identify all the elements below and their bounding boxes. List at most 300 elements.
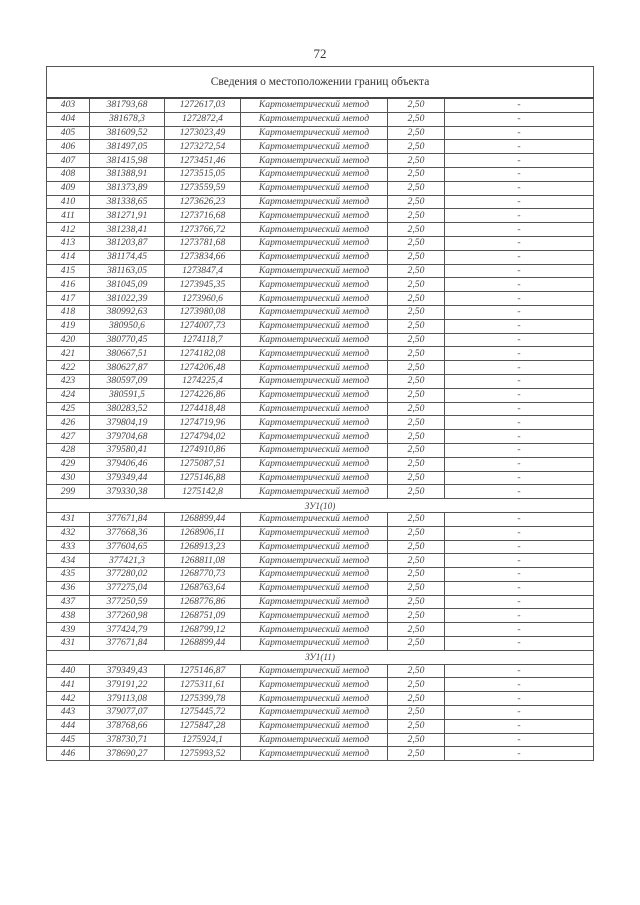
table-title-row	[47, 67, 594, 99]
accuracy-cell: 2,50	[388, 333, 445, 347]
method-cell: Картометрический метод	[241, 388, 388, 402]
y-coordinate: 1273766,72	[165, 223, 241, 237]
note-cell: -	[445, 416, 594, 430]
x-coordinate: 377260,98	[90, 609, 165, 623]
y-coordinate: 1268776,86	[165, 595, 241, 609]
accuracy-cell: 2,50	[388, 167, 445, 181]
note-cell: -	[445, 374, 594, 388]
x-coordinate: 381678,3	[90, 112, 165, 126]
table-row	[47, 195, 594, 209]
y-coordinate: 1272617,03	[165, 98, 241, 112]
table-row	[47, 278, 594, 292]
accuracy-cell: 2,50	[388, 457, 445, 471]
note-cell: -	[445, 443, 594, 457]
method-cell: Картометрический метод	[241, 264, 388, 278]
y-coordinate: 1268770,73	[165, 568, 241, 582]
point-number: 438	[47, 609, 90, 623]
page-number: 72	[313, 46, 327, 61]
method-cell: Картометрический метод	[241, 512, 388, 526]
method-cell: Картометрический метод	[241, 126, 388, 140]
method-cell: Картометрический метод	[241, 595, 388, 609]
point-number: 299	[47, 485, 90, 499]
method-cell: Картометрический метод	[241, 292, 388, 306]
method-cell: Картометрический метод	[241, 540, 388, 554]
y-coordinate: 1268751,09	[165, 609, 241, 623]
note-cell: -	[445, 319, 594, 333]
x-coordinate: 379330,38	[90, 485, 165, 499]
table-row	[47, 568, 594, 582]
method-cell: Картометрический метод	[241, 678, 388, 692]
point-number: 446	[47, 747, 90, 761]
x-coordinate: 381163,05	[90, 264, 165, 278]
accuracy-cell: 2,50	[388, 126, 445, 140]
y-coordinate: 1268899,44	[165, 637, 241, 651]
method-cell: Картометрический метод	[241, 623, 388, 637]
accuracy-cell: 2,50	[388, 512, 445, 526]
note-cell: -	[445, 609, 594, 623]
method-cell: Картометрический метод	[241, 333, 388, 347]
y-coordinate: 1274794,02	[165, 430, 241, 444]
table-row	[47, 416, 594, 430]
table-row	[47, 264, 594, 278]
note-cell: -	[445, 140, 594, 154]
section-row	[47, 499, 594, 513]
x-coordinate: 381415,98	[90, 154, 165, 168]
accuracy-cell: 2,50	[388, 430, 445, 444]
point-number: 410	[47, 195, 90, 209]
table-row	[47, 595, 594, 609]
y-coordinate: 1273626,23	[165, 195, 241, 209]
point-number: 424	[47, 388, 90, 402]
point-number: 442	[47, 692, 90, 706]
y-coordinate: 1274418,48	[165, 402, 241, 416]
note-cell: -	[445, 554, 594, 568]
note-cell: -	[445, 568, 594, 582]
x-coordinate: 380597,09	[90, 374, 165, 388]
note-cell: -	[445, 637, 594, 651]
accuracy-cell: 2,50	[388, 236, 445, 250]
x-coordinate: 381497,05	[90, 140, 165, 154]
x-coordinate: 377668,36	[90, 526, 165, 540]
table-row	[47, 581, 594, 595]
method-cell: Картометрический метод	[241, 609, 388, 623]
note-cell: -	[445, 223, 594, 237]
note-cell: -	[445, 181, 594, 195]
x-coordinate: 381793,68	[90, 98, 165, 112]
point-number: 417	[47, 292, 90, 306]
point-number: 416	[47, 278, 90, 292]
point-number: 432	[47, 526, 90, 540]
y-coordinate: 1273272,54	[165, 140, 241, 154]
y-coordinate: 1268811,08	[165, 554, 241, 568]
table-row	[47, 112, 594, 126]
accuracy-cell: 2,50	[388, 664, 445, 678]
x-coordinate: 377604,65	[90, 540, 165, 554]
note-cell: -	[445, 112, 594, 126]
accuracy-cell: 2,50	[388, 402, 445, 416]
accuracy-cell: 2,50	[388, 347, 445, 361]
accuracy-cell: 2,50	[388, 540, 445, 554]
section-label: ЗУ1(10)	[47, 499, 594, 513]
point-number: 421	[47, 347, 90, 361]
y-coordinate: 1275993,52	[165, 747, 241, 761]
table-row	[47, 526, 594, 540]
point-number: 443	[47, 706, 90, 720]
y-coordinate: 1268899,44	[165, 512, 241, 526]
point-number: 409	[47, 181, 90, 195]
method-cell: Картометрический метод	[241, 98, 388, 112]
accuracy-cell: 2,50	[388, 154, 445, 168]
x-coordinate: 377421,3	[90, 554, 165, 568]
point-number: 433	[47, 540, 90, 554]
accuracy-cell: 2,50	[388, 361, 445, 375]
method-cell: Картометрический метод	[241, 733, 388, 747]
point-number: 407	[47, 154, 90, 168]
y-coordinate: 1274007,73	[165, 319, 241, 333]
x-coordinate: 380283,52	[90, 402, 165, 416]
y-coordinate: 1275311,61	[165, 678, 241, 692]
table-row	[47, 236, 594, 250]
method-cell: Картометрический метод	[241, 112, 388, 126]
method-cell: Картометрический метод	[241, 195, 388, 209]
y-coordinate: 1268799,12	[165, 623, 241, 637]
point-number: 431	[47, 512, 90, 526]
x-coordinate: 381045,09	[90, 278, 165, 292]
note-cell: -	[445, 430, 594, 444]
accuracy-cell: 2,50	[388, 223, 445, 237]
point-number: 425	[47, 402, 90, 416]
method-cell: Картометрический метод	[241, 637, 388, 651]
method-cell: Картометрический метод	[241, 250, 388, 264]
table-row	[47, 402, 594, 416]
accuracy-cell: 2,50	[388, 485, 445, 499]
method-cell: Картометрический метод	[241, 457, 388, 471]
y-coordinate: 1275146,88	[165, 471, 241, 485]
note-cell: -	[445, 485, 594, 499]
accuracy-cell: 2,50	[388, 443, 445, 457]
accuracy-cell: 2,50	[388, 471, 445, 485]
y-coordinate: 1273834,66	[165, 250, 241, 264]
method-cell: Картометрический метод	[241, 347, 388, 361]
y-coordinate: 1275445,72	[165, 706, 241, 720]
accuracy-cell: 2,50	[388, 609, 445, 623]
method-cell: Картометрический метод	[241, 430, 388, 444]
method-cell: Картометрический метод	[241, 719, 388, 733]
y-coordinate: 1274182,08	[165, 347, 241, 361]
note-cell: -	[445, 167, 594, 181]
x-coordinate: 379113,08	[90, 692, 165, 706]
point-number: 423	[47, 374, 90, 388]
note-cell: -	[445, 154, 594, 168]
point-number: 415	[47, 264, 90, 278]
table-row	[47, 540, 594, 554]
method-cell: Картометрический метод	[241, 692, 388, 706]
point-number: 428	[47, 443, 90, 457]
accuracy-cell: 2,50	[388, 278, 445, 292]
table-row	[47, 140, 594, 154]
method-cell: Картометрический метод	[241, 278, 388, 292]
accuracy-cell: 2,50	[388, 319, 445, 333]
method-cell: Картометрический метод	[241, 223, 388, 237]
accuracy-cell: 2,50	[388, 195, 445, 209]
y-coordinate: 1274206,48	[165, 361, 241, 375]
x-coordinate: 379580,41	[90, 443, 165, 457]
point-number: 439	[47, 623, 90, 637]
table-row	[47, 719, 594, 733]
method-cell: Картометрический метод	[241, 568, 388, 582]
point-number: 435	[47, 568, 90, 582]
note-cell: -	[445, 361, 594, 375]
method-cell: Картометрический метод	[241, 581, 388, 595]
point-number: 405	[47, 126, 90, 140]
y-coordinate: 1273451,46	[165, 154, 241, 168]
note-cell: -	[445, 209, 594, 223]
accuracy-cell: 2,50	[388, 623, 445, 637]
section-row	[47, 650, 594, 664]
method-cell: Картометрический метод	[241, 747, 388, 761]
table-row	[47, 374, 594, 388]
table-row	[47, 347, 594, 361]
note-cell: -	[445, 581, 594, 595]
point-number: 414	[47, 250, 90, 264]
accuracy-cell: 2,50	[388, 112, 445, 126]
accuracy-cell: 2,50	[388, 595, 445, 609]
table-row	[47, 154, 594, 168]
point-number: 441	[47, 678, 90, 692]
note-cell: -	[445, 747, 594, 761]
x-coordinate: 381373,89	[90, 181, 165, 195]
accuracy-cell: 2,50	[388, 733, 445, 747]
table-row	[47, 733, 594, 747]
table-row	[47, 554, 594, 568]
x-coordinate: 381174,45	[90, 250, 165, 264]
y-coordinate: 1268913,23	[165, 540, 241, 554]
table-row	[47, 167, 594, 181]
table-row	[47, 443, 594, 457]
point-number: 422	[47, 361, 90, 375]
table-row	[47, 512, 594, 526]
table-row	[47, 292, 594, 306]
table-row	[47, 430, 594, 444]
note-cell: -	[445, 126, 594, 140]
accuracy-cell: 2,50	[388, 554, 445, 568]
table-row	[47, 361, 594, 375]
point-number: 431	[47, 637, 90, 651]
x-coordinate: 377671,84	[90, 637, 165, 651]
note-cell: -	[445, 388, 594, 402]
x-coordinate: 378690,27	[90, 747, 165, 761]
table-row	[47, 609, 594, 623]
x-coordinate: 381609,52	[90, 126, 165, 140]
note-cell: -	[445, 471, 594, 485]
point-number: 418	[47, 305, 90, 319]
method-cell: Картометрический метод	[241, 374, 388, 388]
note-cell: -	[445, 526, 594, 540]
x-coordinate: 379191,22	[90, 678, 165, 692]
note-cell: -	[445, 264, 594, 278]
x-coordinate: 377280,02	[90, 568, 165, 582]
accuracy-cell: 2,50	[388, 181, 445, 195]
accuracy-cell: 2,50	[388, 264, 445, 278]
point-number: 406	[47, 140, 90, 154]
point-number: 429	[47, 457, 90, 471]
y-coordinate: 1275847,28	[165, 719, 241, 733]
section-label: ЗУ1(11)	[47, 650, 594, 664]
accuracy-cell: 2,50	[388, 388, 445, 402]
x-coordinate: 379704,68	[90, 430, 165, 444]
method-cell: Картометрический метод	[241, 402, 388, 416]
method-cell: Картометрический метод	[241, 471, 388, 485]
x-coordinate: 377275,04	[90, 581, 165, 595]
table-row	[47, 706, 594, 720]
accuracy-cell: 2,50	[388, 678, 445, 692]
note-cell: -	[445, 706, 594, 720]
accuracy-cell: 2,50	[388, 637, 445, 651]
x-coordinate: 380667,51	[90, 347, 165, 361]
point-number: 408	[47, 167, 90, 181]
y-coordinate: 1274719,96	[165, 416, 241, 430]
point-number: 426	[47, 416, 90, 430]
table-row	[47, 250, 594, 264]
table-row	[47, 485, 594, 499]
point-number: 403	[47, 98, 90, 112]
y-coordinate: 1275399,78	[165, 692, 241, 706]
table-row	[47, 637, 594, 651]
y-coordinate: 1273980,08	[165, 305, 241, 319]
x-coordinate: 381238,41	[90, 223, 165, 237]
x-coordinate: 379077,07	[90, 706, 165, 720]
note-cell: -	[445, 305, 594, 319]
y-coordinate: 1273781,68	[165, 236, 241, 250]
table-row	[47, 181, 594, 195]
point-number: 436	[47, 581, 90, 595]
table-row	[47, 623, 594, 637]
point-number: 445	[47, 733, 90, 747]
note-cell: -	[445, 292, 594, 306]
method-cell: Картометрический метод	[241, 706, 388, 720]
y-coordinate: 1275087,51	[165, 457, 241, 471]
method-cell: Картометрический метод	[241, 236, 388, 250]
accuracy-cell: 2,50	[388, 98, 445, 112]
note-cell: -	[445, 236, 594, 250]
accuracy-cell: 2,50	[388, 305, 445, 319]
x-coordinate: 377250,59	[90, 595, 165, 609]
x-coordinate: 380770,45	[90, 333, 165, 347]
x-coordinate: 379406,46	[90, 457, 165, 471]
x-coordinate: 381271,91	[90, 209, 165, 223]
y-coordinate: 1273023,49	[165, 126, 241, 140]
point-number: 411	[47, 209, 90, 223]
note-cell: -	[445, 733, 594, 747]
method-cell: Картометрический метод	[241, 443, 388, 457]
y-coordinate: 1275924,1	[165, 733, 241, 747]
table-row	[47, 388, 594, 402]
point-number: 430	[47, 471, 90, 485]
method-cell: Картометрический метод	[241, 361, 388, 375]
x-coordinate: 377671,84	[90, 512, 165, 526]
coordinates-table	[46, 66, 594, 761]
table-title: Сведения о местоположении границ объекта	[47, 67, 594, 99]
y-coordinate: 1275142,8	[165, 485, 241, 499]
y-coordinate: 1274226,86	[165, 388, 241, 402]
table-row	[47, 457, 594, 471]
y-coordinate: 1274910,86	[165, 443, 241, 457]
x-coordinate: 378730,71	[90, 733, 165, 747]
accuracy-cell: 2,50	[388, 568, 445, 582]
x-coordinate: 381022,39	[90, 292, 165, 306]
accuracy-cell: 2,50	[388, 250, 445, 264]
accuracy-cell: 2,50	[388, 209, 445, 223]
point-number: 440	[47, 664, 90, 678]
table-row	[47, 664, 594, 678]
x-coordinate: 380627,87	[90, 361, 165, 375]
method-cell: Картометрический метод	[241, 167, 388, 181]
x-coordinate: 380950,6	[90, 319, 165, 333]
point-number: 419	[47, 319, 90, 333]
note-cell: -	[445, 333, 594, 347]
y-coordinate: 1273559,59	[165, 181, 241, 195]
note-cell: -	[445, 512, 594, 526]
method-cell: Картометрический метод	[241, 305, 388, 319]
y-coordinate: 1272872,4	[165, 112, 241, 126]
table-row	[47, 747, 594, 761]
y-coordinate: 1273945,35	[165, 278, 241, 292]
table-row	[47, 692, 594, 706]
note-cell: -	[445, 98, 594, 112]
x-coordinate: 378768,66	[90, 719, 165, 733]
table-row	[47, 305, 594, 319]
note-cell: -	[445, 664, 594, 678]
note-cell: -	[445, 623, 594, 637]
accuracy-cell: 2,50	[388, 581, 445, 595]
point-number: 404	[47, 112, 90, 126]
method-cell: Картометрический метод	[241, 526, 388, 540]
method-cell: Картометрический метод	[241, 416, 388, 430]
x-coordinate: 380591,5	[90, 388, 165, 402]
table-row	[47, 319, 594, 333]
accuracy-cell: 2,50	[388, 140, 445, 154]
y-coordinate: 1274118,7	[165, 333, 241, 347]
y-coordinate: 1268763,64	[165, 581, 241, 595]
y-coordinate: 1273515,05	[165, 167, 241, 181]
y-coordinate: 1273847,4	[165, 264, 241, 278]
point-number: 420	[47, 333, 90, 347]
accuracy-cell: 2,50	[388, 747, 445, 761]
x-coordinate: 381203,87	[90, 236, 165, 250]
note-cell: -	[445, 719, 594, 733]
y-coordinate: 1268906,11	[165, 526, 241, 540]
accuracy-cell: 2,50	[388, 526, 445, 540]
accuracy-cell: 2,50	[388, 374, 445, 388]
x-coordinate: 381338,65	[90, 195, 165, 209]
note-cell: -	[445, 195, 594, 209]
accuracy-cell: 2,50	[388, 692, 445, 706]
table-row	[47, 98, 594, 112]
point-number: 434	[47, 554, 90, 568]
note-cell: -	[445, 457, 594, 471]
note-cell: -	[445, 250, 594, 264]
method-cell: Картометрический метод	[241, 485, 388, 499]
method-cell: Картометрический метод	[241, 181, 388, 195]
accuracy-cell: 2,50	[388, 416, 445, 430]
x-coordinate: 379349,43	[90, 664, 165, 678]
note-cell: -	[445, 402, 594, 416]
accuracy-cell: 2,50	[388, 706, 445, 720]
method-cell: Картометрический метод	[241, 664, 388, 678]
table-row	[47, 209, 594, 223]
x-coordinate: 379804,19	[90, 416, 165, 430]
method-cell: Картометрический метод	[241, 319, 388, 333]
